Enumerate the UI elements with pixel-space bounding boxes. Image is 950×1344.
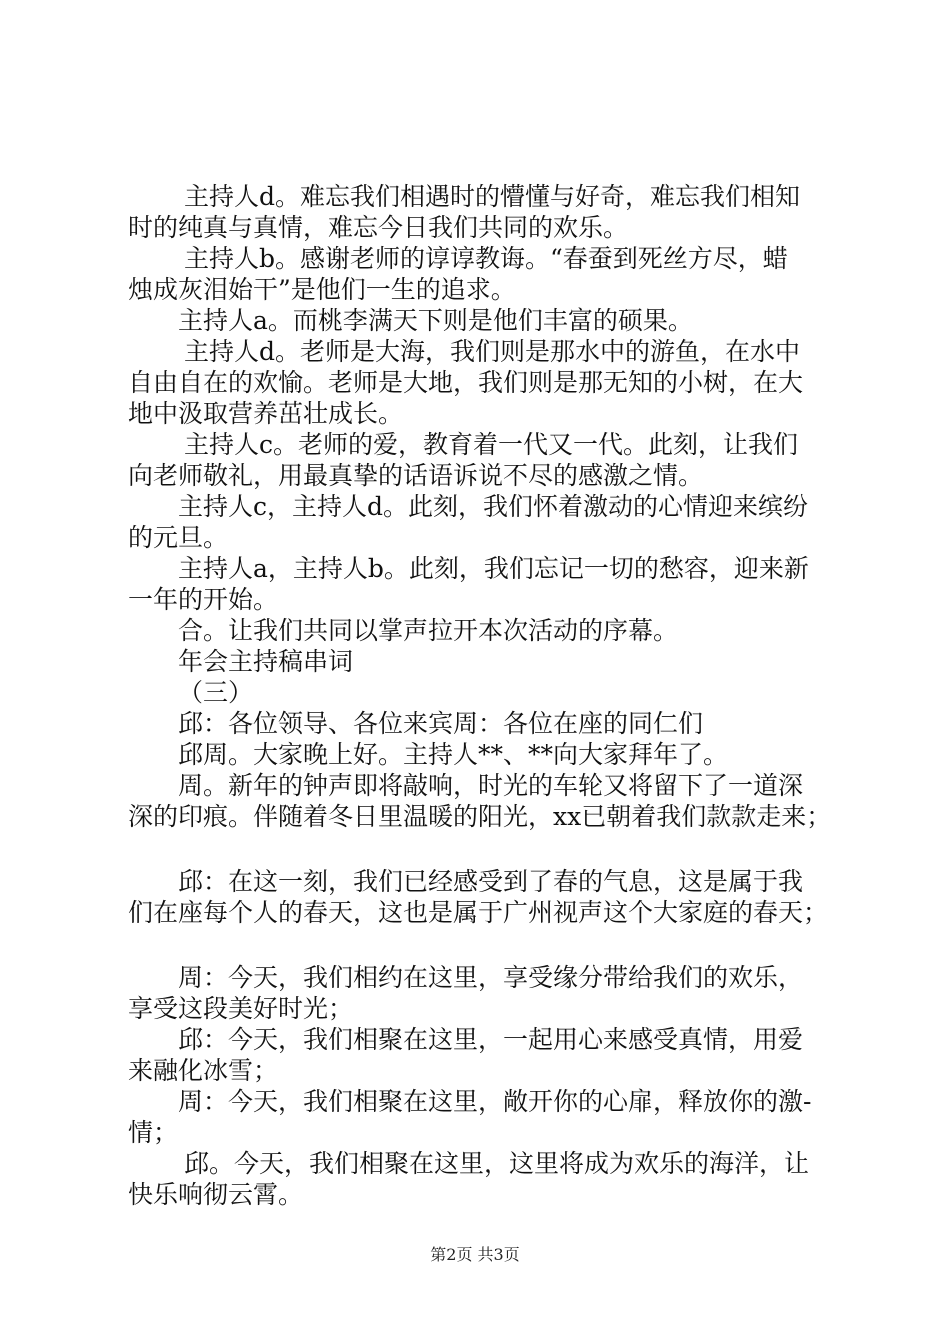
text-line: 邱：各位领导、各位来宾周：各位在座的同仁们 bbox=[178, 709, 704, 738]
text-line: 享受这段美好时光； bbox=[128, 994, 354, 1023]
text-line: 们在座每个人的春天，这也是属于广州视声这个大家庭的春天； bbox=[128, 898, 829, 927]
text-line: 邱。今天，我们相聚在这里，这里将成为欢乐的海洋，让 bbox=[184, 1149, 810, 1178]
text-line: 年会主持稿串词 bbox=[178, 647, 354, 676]
text-line: 主持人c。老师的爱，教育着一代又一代。此刻，让我们 bbox=[184, 430, 799, 459]
text-line: 的元旦。 bbox=[128, 523, 229, 552]
text-line: 地中汲取营养茁壮成长。 bbox=[128, 399, 404, 428]
text-line: 自由自在的欢愉。老师是大地，我们则是那无知的小树，在大 bbox=[128, 368, 804, 397]
text-line: 邱：今天，我们相聚在这里，一起用心来感受真情，用爱 bbox=[178, 1025, 804, 1054]
text-line: 情； bbox=[128, 1118, 179, 1147]
text-line: 主持人c，主持人d。此刻，我们怀着激动的心情迎来缤纷 bbox=[178, 492, 809, 521]
text-line: 邱：在这一刻，我们已经感受到了春的气息，这是属于我 bbox=[178, 867, 804, 896]
text-line: 快乐响彻云霄。 bbox=[128, 1180, 304, 1209]
text-line: 主持人a。而桃李满天下则是他们丰富的硕果。 bbox=[178, 306, 693, 335]
text-line: 主持人a，主持人b。此刻，我们忘记一切的愁容，迎来新 bbox=[178, 554, 809, 583]
text-line: 周。新年的钟声即将敲响，时光的车轮又将留下了一道深 bbox=[178, 771, 804, 800]
text-line: 时的纯真与真情，难忘今日我们共同的欢乐。 bbox=[128, 213, 629, 242]
text-line: 向老师敬礼，用最真挚的话语诉说不尽的感激之情。 bbox=[128, 461, 704, 490]
text-line: 周：今天，我们相约在这里，享受缘分带给我们的欢乐， bbox=[178, 963, 804, 992]
text-line: 周：今天，我们相聚在这里，敞开你的心扉，释放你的激- bbox=[178, 1087, 812, 1116]
text-line: 一年的开始。 bbox=[128, 585, 279, 614]
text-line: 深的印痕。伴随着冬日里温暖的阳光，xx已朝着我们款款走来； bbox=[128, 802, 832, 831]
text-line: 来融化冰雪； bbox=[128, 1056, 279, 1085]
text-line: 主持人b。感谢老师的谆谆教诲。“春蚕到死丝方尽，蜡 bbox=[184, 244, 788, 273]
text-line: 合。让我们共同以掌声拉开本次活动的序幕。 bbox=[178, 616, 679, 645]
text-line: 主持人d。老师是大海，我们则是那水中的游鱼，在水中 bbox=[184, 337, 801, 366]
text-line: 邱周。大家晚上好。主持人**、**向大家拜年了。 bbox=[178, 740, 729, 769]
text-line: （三） bbox=[178, 678, 254, 707]
page-number-footer: 第2页 共3页 bbox=[430, 1245, 520, 1264]
text-line: 烛成灰泪始干”是他们一生的追求。 bbox=[128, 275, 516, 304]
text-line: 主持人d。难忘我们相遇时的懵懂与好奇，难忘我们相知 bbox=[184, 182, 801, 211]
